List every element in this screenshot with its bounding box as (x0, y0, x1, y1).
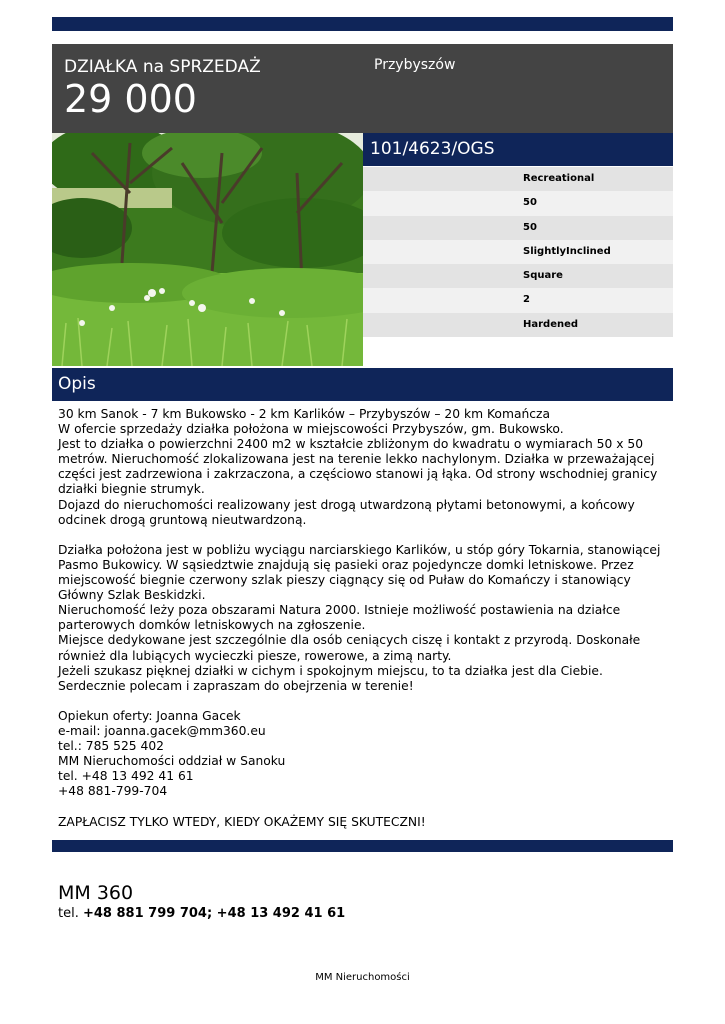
description-line: ZAPŁACISZ TYLKO WTEDY, KIEDY OKAŻEMY SIĘ SKUTECZNI! (58, 814, 426, 829)
description-line: +48 881-799-704 (58, 784, 168, 799)
offer-header (52, 44, 673, 133)
param-row: 50 (363, 216, 673, 240)
description-line (58, 799, 670, 814)
param-row: 50 (363, 191, 673, 215)
description-line: 30 km Sanok - 7 km Bukowsko - 2 km Karlików – Przybyszów – 20 km Komańcza (58, 407, 551, 421)
params-table (363, 167, 673, 337)
description-line: metrów. Nieruchomość zlokalizowana jest na terenie lekko nachylonym. Działka w przeważającej (58, 452, 655, 467)
offer-price: 29 000 (64, 77, 197, 121)
param-row: SlightlyInclined (363, 240, 673, 264)
section-title: Opis (52, 368, 673, 401)
bottom-navy-bar (52, 840, 673, 852)
description-line: Jest to działka o powierzchni 2400 m2 w kształcie zbliżonym do kwadratu o wymiarach 50 x 50 (58, 437, 644, 452)
description-line: MM Nieruchomości oddział w Sanoku (58, 754, 286, 769)
offer-location: Przybyszów (374, 57, 456, 73)
description-line: Działka położona jest w pobliżu wyciągu narciarskiego Karlików, u stóp góry Tokarnia, stanowiącej (58, 542, 661, 557)
description-line: Jeżeli szukasz pięknej działki w cichym i spokojnym miejscu, to ta działka jest dla Ciebie. (58, 663, 603, 678)
reference-number: 101/4623/OGS (363, 133, 673, 166)
description-line: części jest zadrzewiona i zakrzaczona, a częściowo stanowi ją łąka. Od strony wschodniej granicy (58, 467, 658, 482)
tel-numbers: +48 881 799 704; +48 13 492 41 61 (82, 906, 346, 921)
description-line: działki biegnie strumyk. (58, 482, 205, 497)
footer-text: MM Nieruchomości (315, 972, 410, 983)
description-line: Nieruchomość leży poza obszarami Natura 2000. Istnieje możliwość postawienia na działce (58, 603, 621, 618)
param-row: Square (363, 264, 673, 288)
property-photo (52, 133, 363, 366)
description-line: e-mail: joanna.gacek@mm360.eu (58, 723, 266, 738)
agency-name: MM 360 (58, 882, 134, 904)
description-line: również dla lubiących wycieczki piesze, rowerowe, a zimą narty. (58, 648, 452, 663)
param-row: 2 (363, 288, 673, 312)
description-line: Pasmo Bukowicy. W sąsiedztwie znajdują się pasieki oraz pojedyncze domki letniskowe. Przez (58, 557, 634, 572)
description-line: Miejsce dedykowane jest szczególnie dla osób ceniących ciszę i kontakt z przyrodą. Doskonałe (58, 633, 641, 648)
param-row: Hardened (363, 313, 673, 337)
description-line: parterowych domków letniskowych na zgłoszenie. (58, 618, 366, 633)
top-navy-bar (52, 17, 673, 31)
description-line: Opiekun oferty: Joanna Gacek (58, 708, 241, 723)
description-line: W ofercie sprzedaży działka położona w miejscowości Przybyszów, gm. Bukowsko. (58, 422, 564, 437)
description-line: miejscowość biegnie czerwony szlak pieszy ciągnący się od Puław do Komańczy i stanowiący (58, 573, 631, 588)
description-line (58, 694, 670, 709)
description-line: odcinek drogą gruntową nieutwardzoną. (58, 512, 307, 527)
description-line: tel. +48 13 492 41 61 (58, 769, 194, 784)
param-row: Recreational (363, 167, 673, 191)
description-line: tel.: 785 525 402 (58, 739, 164, 754)
description-line: Dojazd do nieruchomości realizowany jest drogą utwardzoną płytami betonowymi, a końcowy (58, 497, 635, 512)
offer-type: DZIAŁKA na SPRZEDAŻ (64, 57, 261, 77)
agency-phones (58, 906, 345, 921)
description-line: Serdecznie polecam i zapraszam do obejrzenia w terenie! (58, 678, 414, 693)
tel-label: tel. (58, 906, 79, 921)
description (58, 407, 670, 830)
description-line: Główny Szlak Beskidzki. (58, 588, 206, 603)
description-line (58, 528, 670, 543)
